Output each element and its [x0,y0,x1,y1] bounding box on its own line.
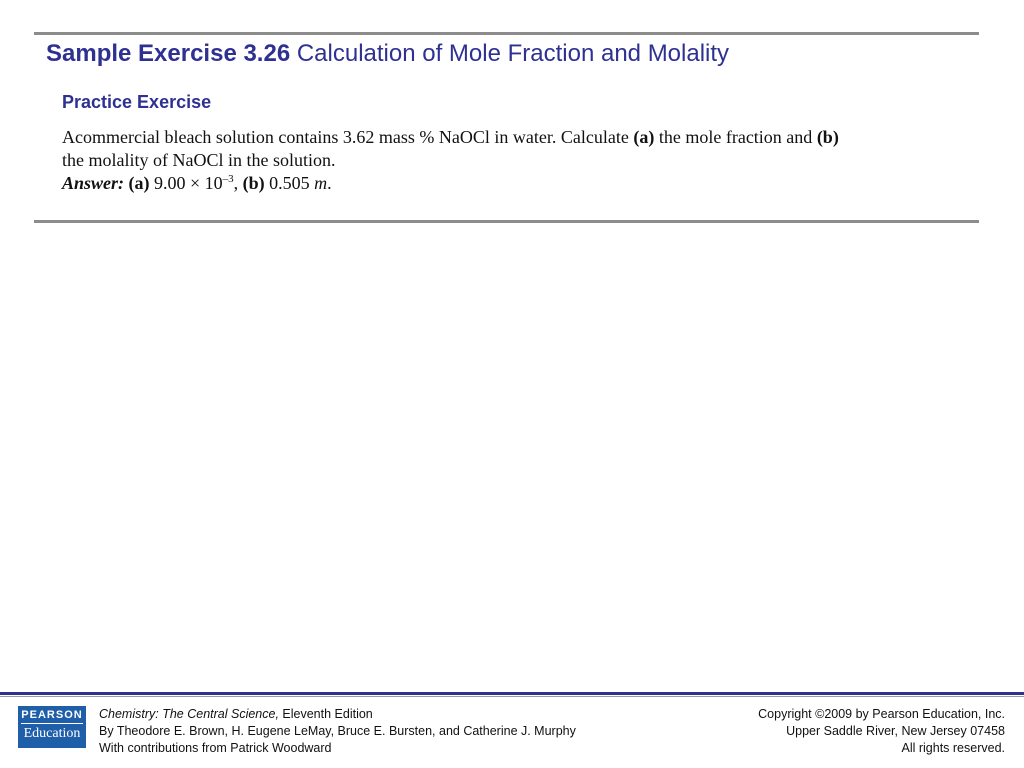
part-b-label: (b) [816,127,839,147]
logo-bottom-text: Education [23,726,81,741]
footer-divider [0,692,1024,695]
answer-b-label: (b) [242,173,265,193]
book-authors: By Theodore E. Brown, H. Eugene LeMay, Bruce E. Bursten, and Catherine J. Murphy [99,724,576,738]
address-line: Upper Saddle River, New Jersey 07458 [786,724,1005,738]
rights-line: All rights reserved. [901,741,1005,755]
problem-text-1: Acommercial bleach solution contains 3.62 mass % NaOCl in water. Calculate [62,127,634,147]
problem-line-1 [62,126,942,149]
book-title: Chemistry: The Central Science, [99,707,279,721]
answer-label: Answer: [62,173,125,193]
book-edition: Eleventh Edition [278,707,373,721]
title-topic: Calculation of Mole Fraction and Molality [296,40,730,67]
answer-a-value: 9.00 × 10 [149,173,223,193]
slide-title [46,40,729,68]
pearson-education-logo [18,706,86,748]
copyright-line: Copyright ©2009 by Pearson Education, Inc. [758,707,1005,721]
footer-copyright [758,706,1005,757]
title-exercise-number: Sample Exercise 3.26 [46,40,291,67]
problem-text-2: the mole fraction and [654,127,817,147]
answer-a-label: (a) [128,173,150,193]
part-a-label: (a) [633,127,655,147]
logo-top-text: PEARSON [21,709,83,721]
logo-separator [21,723,83,724]
footer-book-credits [99,706,576,757]
answer-a-exponent: –3 [222,173,234,185]
practice-exercise-heading: Practice Exercise [62,92,212,112]
answer-b-value: 0.505 [264,173,315,193]
footer-divider-shadow [0,696,1024,697]
problem-statement [62,126,942,195]
problem-line-2: the molality of NaOCl in the solution. [62,150,336,170]
top-divider [34,32,979,35]
answer-b-unit: m [314,173,328,193]
content-divider [34,220,979,223]
book-title-line [99,706,576,723]
answer-separator: , [233,173,243,193]
answer-end: . [327,173,332,193]
book-contributions: With contributions from Patrick Woodward [99,741,332,755]
answer-line [62,172,942,195]
